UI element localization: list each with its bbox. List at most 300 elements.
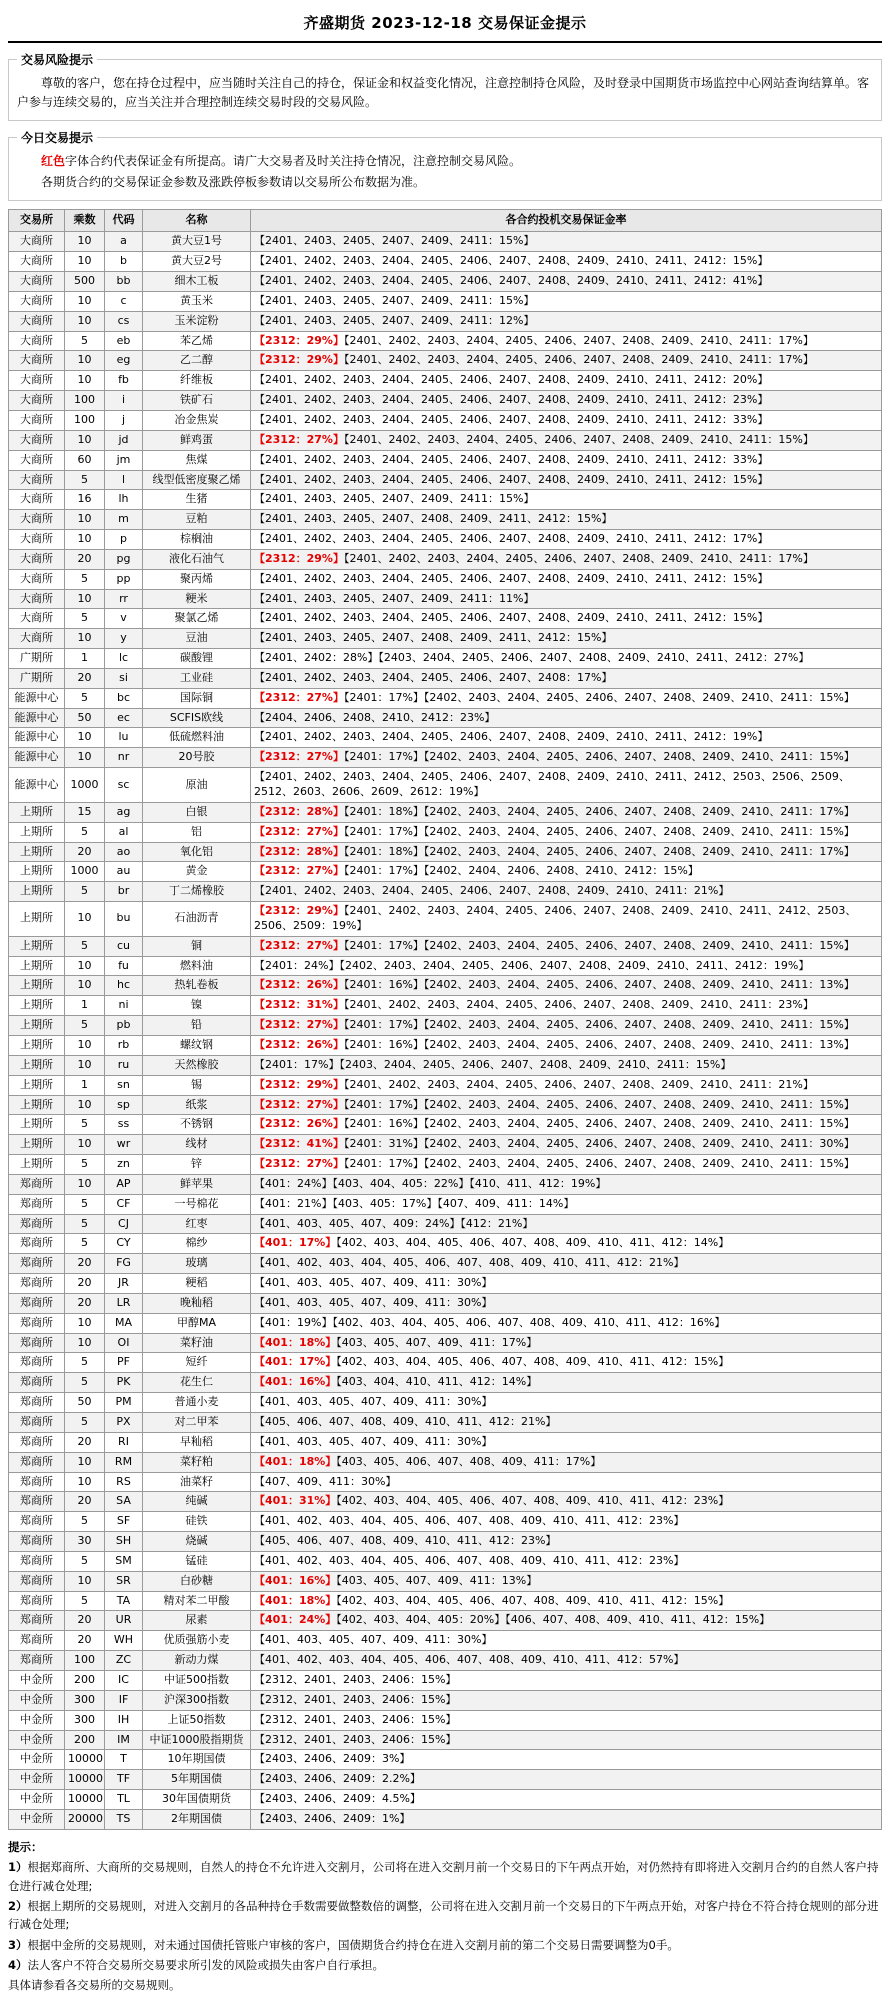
cell-name: 铅 <box>143 1016 251 1036</box>
cell-code: UR <box>105 1611 143 1631</box>
margin-rate-raised: 【2312：27%】 <box>254 824 344 838</box>
cell-code: al <box>105 822 143 842</box>
cell-exchange: 郑商所 <box>9 1234 65 1254</box>
cell-code: IF <box>105 1690 143 1710</box>
cell-code: hc <box>105 976 143 996</box>
cell-exchange: 大商所 <box>9 510 65 530</box>
margin-rate-normal: 【402、403、404、405、406、407、408、409、410、411、412：23%】 <box>336 1494 730 1508</box>
table-row <box>9 232 882 252</box>
cell-code: ss <box>105 1115 143 1135</box>
margin-rate-normal: 【2401：18%】【2402、2403、2404、2405、2406、2407、2408、2409、2410、2411：17%】 <box>343 804 855 818</box>
cell-exchange: 上期所 <box>9 882 65 902</box>
cell-name: 短纤 <box>143 1353 251 1373</box>
cell-code: jm <box>105 450 143 470</box>
cell-exchange: 上期所 <box>9 1115 65 1135</box>
cell-name: 白银 <box>143 802 251 822</box>
notes-heading: 提示： <box>8 1839 43 1854</box>
cell-code: nr <box>105 748 143 768</box>
cell-code: PF <box>105 1353 143 1373</box>
cell-multiplier: 20 <box>65 1492 105 1512</box>
cell-margin-rate: 【401、402、403、404、405、406、407、408、409、410、411、412：21%】 <box>251 1254 882 1274</box>
cell-name: 锌 <box>143 1155 251 1175</box>
cell-code: fu <box>105 956 143 976</box>
cell-name: 燃料油 <box>143 956 251 976</box>
cell-margin-rate: 【2401、2402、2403、2404、2405、2406、2407、2408、2409、2410、2411：21%】 <box>251 882 882 902</box>
cell-margin-rate: 【2401、2403、2405、2407、2409、2411：15%】 <box>251 232 882 252</box>
cell-exchange: 郑商所 <box>9 1373 65 1393</box>
margin-rate-raised: 【2312：27%】 <box>254 864 344 878</box>
cell-multiplier: 5 <box>65 1155 105 1175</box>
cell-exchange: 郑商所 <box>9 1353 65 1373</box>
cell-margin-rate: 【401、403、405、407、409、411：30%】 <box>251 1631 882 1651</box>
margin-rate-raised: 【2312：27%】 <box>254 750 344 764</box>
table-row <box>9 1750 882 1770</box>
cell-margin-rate: 【401：19%】【402、403、404、405、406、407、408、409、410、411、412：16%】 <box>251 1313 882 1333</box>
cell-name: 菜籽油 <box>143 1333 251 1353</box>
table-row <box>9 1194 882 1214</box>
cell-name: 豆油 <box>143 629 251 649</box>
cell-multiplier: 10 <box>65 1571 105 1591</box>
cell-exchange: 郑商所 <box>9 1571 65 1591</box>
cell-exchange: 广期所 <box>9 668 65 688</box>
margin-rate-raised: 【2312：29%】 <box>254 333 344 347</box>
margin-rate-normal: 【2401：16%】【2402、2403、2404、2405、2406、2407、2408、2409、2410、2411：15%】 <box>343 1117 855 1131</box>
cell-multiplier: 300 <box>65 1690 105 1710</box>
cell-multiplier: 5 <box>65 1016 105 1036</box>
table-row <box>9 490 882 510</box>
cell-multiplier: 1 <box>65 1075 105 1095</box>
cell-name: 鲜鸡蛋 <box>143 430 251 450</box>
cell-multiplier: 5 <box>65 1214 105 1234</box>
cell-name: 中证1000股指期货 <box>143 1730 251 1750</box>
cell-multiplier: 10 <box>65 232 105 252</box>
cell-name: 不锈钢 <box>143 1115 251 1135</box>
cell-code: c <box>105 291 143 311</box>
column-header-margin-rate: 各合约投机交易保证金率 <box>251 210 882 232</box>
cell-multiplier: 5 <box>65 1194 105 1214</box>
margin-rate-normal: 【2401：16%】【2402、2403、2404、2405、2406、2407、2408、2409、2410、2411：13%】 <box>343 1037 855 1051</box>
margin-rate-raised: 【2312：31%】 <box>254 998 344 1012</box>
table-row <box>9 1055 882 1075</box>
cell-multiplier: 1000 <box>65 862 105 882</box>
cell-margin-rate <box>251 902 882 937</box>
cell-multiplier: 10000 <box>65 1790 105 1810</box>
table-row <box>9 956 882 976</box>
cell-code: ni <box>105 996 143 1016</box>
today-notice-paragraph-1 <box>17 152 873 171</box>
cell-margin-rate <box>251 1571 882 1591</box>
margin-rate-normal: 【2401：17%】【2402、2403、2404、2405、2406、2407、2408、2409、2410、2411：15%】 <box>343 824 855 838</box>
table-row <box>9 291 882 311</box>
cell-name: 石油沥青 <box>143 902 251 937</box>
cell-code: lh <box>105 490 143 510</box>
cell-exchange: 郑商所 <box>9 1472 65 1492</box>
margin-rate-normal: 【402、403、404、405、406、407、408、409、410、411、412：15%】 <box>336 1593 730 1607</box>
table-row <box>9 1313 882 1333</box>
cell-code: TL <box>105 1790 143 1810</box>
cell-multiplier: 30 <box>65 1532 105 1552</box>
cell-code: RM <box>105 1452 143 1472</box>
cell-multiplier: 100 <box>65 391 105 411</box>
cell-margin-rate: 【401、403、405、407、409、411：30%】 <box>251 1274 882 1294</box>
cell-exchange: 大商所 <box>9 371 65 391</box>
table-header-row <box>9 210 882 232</box>
cell-exchange: 广期所 <box>9 649 65 669</box>
margin-rate-raised: 【2312：29%】 <box>254 1077 344 1091</box>
cell-name: 玉米淀粉 <box>143 311 251 331</box>
cell-multiplier: 20 <box>65 1254 105 1274</box>
cell-name: 冶金焦炭 <box>143 410 251 430</box>
title-divider <box>8 41 882 43</box>
cell-multiplier: 300 <box>65 1710 105 1730</box>
margin-rate-normal: 【403、405、407、409、411：13%】 <box>336 1573 538 1587</box>
note-text: 根据中金所的交易规则，对未通过国债托管账户审核的客户，国债期货合约持仓在进入交割月前的第二个交易日需要调整为0手。 <box>27 1937 679 1952</box>
cell-name: 甲醇MA <box>143 1313 251 1333</box>
cell-multiplier: 10 <box>65 510 105 530</box>
cell-exchange: 大商所 <box>9 569 65 589</box>
cell-margin-rate: 【2401、2403、2405、2407、2409、2411：15%】 <box>251 490 882 510</box>
risk-notice-paragraph: 尊敬的客户，您在持仓过程中，应当随时关注自己的持仓，保证金和权益变化情况，注意控制持仓风险，及时登录中国期货市场监控中心网站查询结算单。客户参与连续交易的，应当关注并合理控制连续交易时段的交易风险。 <box>17 76 870 109</box>
cell-multiplier: 10 <box>65 530 105 550</box>
cell-margin-rate: 【401、403、405、407、409、411：30%】 <box>251 1393 882 1413</box>
cell-code: zn <box>105 1155 143 1175</box>
cell-multiplier: 10 <box>65 956 105 976</box>
cell-margin-rate: 【2401、2402、2403、2404、2405、2406、2407、2408、2409、2410、2411、2412：15%】 <box>251 252 882 272</box>
cell-exchange: 上期所 <box>9 862 65 882</box>
cell-code: ec <box>105 708 143 728</box>
table-row <box>9 1472 882 1492</box>
cell-multiplier: 5 <box>65 688 105 708</box>
cell-exchange: 上期所 <box>9 842 65 862</box>
cell-code: si <box>105 668 143 688</box>
cell-multiplier: 16 <box>65 490 105 510</box>
cell-exchange: 郑商所 <box>9 1174 65 1194</box>
margin-rate-raised: 【2312：26%】 <box>254 1117 344 1131</box>
cell-margin-rate: 【2403、2406、2409：3%】 <box>251 1750 882 1770</box>
table-row <box>9 1254 882 1274</box>
cell-code: PK <box>105 1373 143 1393</box>
cell-name: 优质强筋小麦 <box>143 1631 251 1651</box>
table-row <box>9 1373 882 1393</box>
cell-multiplier: 20 <box>65 1611 105 1631</box>
cell-name: 生猪 <box>143 490 251 510</box>
cell-margin-rate: 【2401、2403、2405、2407、2409、2411：15%】 <box>251 291 882 311</box>
margin-rate-raised: 【401：17%】 <box>254 1236 337 1250</box>
cell-exchange: 上期所 <box>9 802 65 822</box>
cell-exchange: 上期所 <box>9 936 65 956</box>
cell-exchange: 能源中心 <box>9 768 65 803</box>
cell-exchange: 大商所 <box>9 530 65 550</box>
cell-multiplier: 10 <box>65 1095 105 1115</box>
cell-code: TA <box>105 1591 143 1611</box>
table-row <box>9 1432 882 1452</box>
cell-margin-rate: 【2401、2402：28%】【2403、2404、2405、2406、2407、2408、2409、2410、2411、2412：27%】 <box>251 649 882 669</box>
cell-multiplier: 10 <box>65 252 105 272</box>
cell-margin-rate: 【2401、2403、2405、2407、2409、2411：11%】 <box>251 589 882 609</box>
cell-multiplier: 20 <box>65 1274 105 1294</box>
table-row <box>9 1551 882 1571</box>
cell-name: 乙二醇 <box>143 351 251 371</box>
cell-exchange: 郑商所 <box>9 1194 65 1214</box>
margin-rate-normal: 【2401：31%】【2402、2403、2404、2405、2406、2407、2408、2409、2410、2411：30%】 <box>343 1137 855 1151</box>
column-header-exchange: 交易所 <box>9 210 65 232</box>
table-row <box>9 668 882 688</box>
cell-margin-rate <box>251 1095 882 1115</box>
cell-multiplier: 20 <box>65 549 105 569</box>
cell-name: 对二甲苯 <box>143 1413 251 1433</box>
cell-margin-rate <box>251 748 882 768</box>
cell-code: cs <box>105 311 143 331</box>
cell-margin-rate <box>251 688 882 708</box>
table-row <box>9 1155 882 1175</box>
page-title: 齐盛期货 2023-12-18 交易保证金提示 <box>303 14 587 32</box>
cell-multiplier: 10 <box>65 1333 105 1353</box>
cell-code: rb <box>105 1035 143 1055</box>
cell-name: 鲜苹果 <box>143 1174 251 1194</box>
cell-margin-rate: 【2401：17%】【2403、2404、2405、2406、2407、2408、2409、2410、2411：15%】 <box>251 1055 882 1075</box>
cell-multiplier: 50 <box>65 1393 105 1413</box>
cell-multiplier: 10 <box>65 589 105 609</box>
margin-rate-raised: 【2312：41%】 <box>254 1137 344 1151</box>
margin-rate-normal: 【402、403、404、405、406、407、408、409、410、411、412：14%】 <box>336 1236 730 1250</box>
margin-rate-raised: 【401：16%】 <box>254 1573 337 1587</box>
table-row <box>9 1631 882 1651</box>
cell-margin-rate <box>251 976 882 996</box>
table-row <box>9 842 882 862</box>
cell-exchange: 上期所 <box>9 902 65 937</box>
cell-exchange: 郑商所 <box>9 1551 65 1571</box>
cell-multiplier: 20 <box>65 668 105 688</box>
margin-rate-normal: 【2401：17%】【2402、2403、2404、2405、2406、2407、2408、2409、2410、2411：15%】 <box>343 1157 855 1171</box>
cell-exchange: 上期所 <box>9 976 65 996</box>
cell-exchange: 大商所 <box>9 629 65 649</box>
cell-exchange: 大商所 <box>9 450 65 470</box>
cell-code: a <box>105 232 143 252</box>
table-row <box>9 1234 882 1254</box>
cell-code: lu <box>105 728 143 748</box>
cell-exchange: 中金所 <box>9 1710 65 1730</box>
table-row <box>9 470 882 490</box>
cell-name: 低硫燃料油 <box>143 728 251 748</box>
cell-margin-rate: 【405、406、407、408、409、410、411、412：23%】 <box>251 1532 882 1552</box>
cell-exchange: 郑商所 <box>9 1413 65 1433</box>
table-row <box>9 1115 882 1135</box>
cell-margin-rate <box>251 351 882 371</box>
cell-code: SR <box>105 1571 143 1591</box>
cell-name: 豆粕 <box>143 510 251 530</box>
cell-exchange: 能源中心 <box>9 688 65 708</box>
margin-rate-normal: 【2401：18%】【2402、2403、2404、2405、2406、2407、2408、2409、2410、2411：17%】 <box>343 844 855 858</box>
cell-multiplier: 10 <box>65 1055 105 1075</box>
cell-margin-rate: 【2401、2403、2405、2407、2408、2409、2411、2412：15%】 <box>251 510 882 530</box>
cell-name: 红枣 <box>143 1214 251 1234</box>
cell-exchange: 大商所 <box>9 252 65 272</box>
cell-exchange: 中金所 <box>9 1750 65 1770</box>
cell-margin-rate <box>251 842 882 862</box>
margin-rate-normal: 【2401、2402、2403、2404、2405、2406、2407、2408、2409、2410、2411、2412、2503、2506、2509：19%】 <box>254 904 857 932</box>
cell-margin-rate <box>251 1373 882 1393</box>
cell-exchange: 郑商所 <box>9 1512 65 1532</box>
cell-name: 铜 <box>143 936 251 956</box>
table-row <box>9 1591 882 1611</box>
cell-code: ZC <box>105 1651 143 1671</box>
table-body <box>9 232 882 1829</box>
cell-margin-rate: 【2401、2403、2405、2407、2409、2411：12%】 <box>251 311 882 331</box>
cell-name: 油菜籽 <box>143 1472 251 1492</box>
cell-name: 沪深300指数 <box>143 1690 251 1710</box>
margin-rate-raised: 【2312：27%】 <box>254 1097 344 1111</box>
cell-name: 5年期国债 <box>143 1770 251 1790</box>
today-notice-section <box>8 129 882 201</box>
cell-multiplier: 10000 <box>65 1750 105 1770</box>
cell-code: RS <box>105 1472 143 1492</box>
cell-name: 国际铜 <box>143 688 251 708</box>
cell-name: 棕榈油 <box>143 530 251 550</box>
cell-multiplier: 10 <box>65 351 105 371</box>
cell-code: PM <box>105 1393 143 1413</box>
margin-rate-normal: 【2401：17%】【2402、2403、2404、2405、2406、2407、2408、2409、2410、2411：15%】 <box>343 1097 855 1111</box>
margin-rate-raised: 【2312：27%】 <box>254 690 344 704</box>
cell-exchange: 上期所 <box>9 1095 65 1115</box>
cell-multiplier: 1 <box>65 996 105 1016</box>
cell-exchange: 中金所 <box>9 1690 65 1710</box>
column-header-name: 名称 <box>143 210 251 232</box>
cell-multiplier: 10 <box>65 430 105 450</box>
margin-rate-raised: 【2312：27%】 <box>254 1018 344 1032</box>
cell-name: 螺纹钢 <box>143 1035 251 1055</box>
cell-code: sn <box>105 1075 143 1095</box>
cell-margin-rate: 【2312、2401、2403、2406：15%】 <box>251 1730 882 1750</box>
margin-rate-normal: 【2401、2402、2403、2404、2405、2406、2407、2408、2409、2410、2411：15%】 <box>343 432 814 446</box>
cell-exchange: 能源中心 <box>9 748 65 768</box>
cell-name: 液化石油气 <box>143 549 251 569</box>
cell-exchange: 上期所 <box>9 1016 65 1036</box>
margin-rate-raised: 【2312：28%】 <box>254 844 344 858</box>
cell-exchange: 上期所 <box>9 996 65 1016</box>
margin-rate-normal: 【2401：16%】【2402、2403、2404、2405、2406、2407、2408、2409、2410、2411：13%】 <box>343 978 855 992</box>
table-row <box>9 1670 882 1690</box>
table-row <box>9 1770 882 1790</box>
cell-name: 新动力煤 <box>143 1651 251 1671</box>
cell-multiplier: 60 <box>65 450 105 470</box>
margin-rate-raised: 【401：31%】 <box>254 1494 337 1508</box>
cell-name: 线型低密度聚乙烯 <box>143 470 251 490</box>
cell-name: 菜籽粕 <box>143 1452 251 1472</box>
cell-margin-rate <box>251 862 882 882</box>
table-row <box>9 1135 882 1155</box>
cell-margin-rate: 【401：24%】【403、404、405：22%】【410、411、412：19%】 <box>251 1174 882 1194</box>
table-row <box>9 510 882 530</box>
cell-margin-rate: 【2401、2402、2403、2404、2405、2406、2407、2408、2409、2410、2411、2412：15%】 <box>251 569 882 589</box>
cell-code: m <box>105 510 143 530</box>
table-row <box>9 252 882 272</box>
cell-margin-rate: 【2401：24%】【2402、2403、2404、2405、2406、2407、2408、2409、2410、2411、2412：19%】 <box>251 956 882 976</box>
cell-margin-rate: 【2403、2406、2409：2.2%】 <box>251 1770 882 1790</box>
margin-rate-table <box>8 209 882 1829</box>
cell-name: 烧碱 <box>143 1532 251 1552</box>
cell-multiplier: 1 <box>65 649 105 669</box>
margin-rate-normal: 【2401、2402、2403、2404、2405、2406、2407、2408、2409、2410、2411：21%】 <box>343 1077 814 1091</box>
table-row <box>9 609 882 629</box>
cell-name: 聚丙烯 <box>143 569 251 589</box>
table-row <box>9 589 882 609</box>
cell-multiplier: 200 <box>65 1730 105 1750</box>
table-row <box>9 1353 882 1373</box>
cell-code: CF <box>105 1194 143 1214</box>
cell-multiplier: 10 <box>65 1174 105 1194</box>
column-header-code: 代码 <box>105 210 143 232</box>
cell-name: 黄玉米 <box>143 291 251 311</box>
cell-name: 锰硅 <box>143 1551 251 1571</box>
note-text: 根据上期所的交易规则，对进入交割月的各品种持仓手数需要做整数倍的调整，公司将在进入交割月前一个交易日的下午两点开始，对客户持仓不符合持仓规则的部分进行减仓处理; <box>8 1898 879 1932</box>
table-row <box>9 649 882 669</box>
cell-multiplier: 5 <box>65 1373 105 1393</box>
cell-exchange: 郑商所 <box>9 1214 65 1234</box>
today-notice-legend: 今日交易提示 <box>21 131 94 146</box>
cell-code: FG <box>105 1254 143 1274</box>
cell-name: 棉纱 <box>143 1234 251 1254</box>
cell-margin-rate <box>251 1492 882 1512</box>
margin-rate-raised: 【2312：27%】 <box>254 1157 344 1171</box>
risk-notice-legend: 交易风险提示 <box>21 53 94 67</box>
cell-multiplier: 10 <box>65 629 105 649</box>
cell-exchange: 中金所 <box>9 1730 65 1750</box>
cell-multiplier: 10 <box>65 902 105 937</box>
margin-rate-normal: 【402、403、404、405、406、407、408、409、410、411、412：15%】 <box>336 1355 730 1369</box>
cell-name: 2年期国债 <box>143 1809 251 1829</box>
note-number: 2） <box>8 1898 28 1913</box>
table-row <box>9 331 882 351</box>
cell-multiplier: 5 <box>65 882 105 902</box>
table-row <box>9 768 882 803</box>
cell-code: b <box>105 252 143 272</box>
cell-multiplier: 20 <box>65 1432 105 1452</box>
cell-code: i <box>105 391 143 411</box>
note-number: 4） <box>8 1958 28 1973</box>
cell-name: 30年国债期货 <box>143 1790 251 1810</box>
cell-multiplier: 10 <box>65 748 105 768</box>
table-row <box>9 371 882 391</box>
table-row <box>9 1532 882 1552</box>
cell-exchange: 郑商所 <box>9 1274 65 1294</box>
today-notice-paragraph-1-rest: 字体合约代表保证金有所提高。请广大交易者及时关注持仓情况，注意控制交易风险。 <box>65 154 522 169</box>
cell-margin-rate: 【2401、2403、2405、2407、2408、2409、2411、2412：15%】 <box>251 629 882 649</box>
cell-margin-rate: 【2312、2401、2403、2406：15%】 <box>251 1690 882 1710</box>
table-row <box>9 1651 882 1671</box>
cell-exchange: 大商所 <box>9 351 65 371</box>
table-row <box>9 1492 882 1512</box>
margin-rate-raised: 【2312：29%】 <box>254 353 344 367</box>
margin-rate-raised: 【2312：27%】 <box>254 938 344 952</box>
cell-margin-rate: 【401、402、403、404、405、406、407、408、409、410、411、412：57%】 <box>251 1651 882 1671</box>
table-row <box>9 1075 882 1095</box>
cell-multiplier: 5 <box>65 1551 105 1571</box>
cell-multiplier: 200 <box>65 1670 105 1690</box>
cell-code: TF <box>105 1770 143 1790</box>
cell-margin-rate <box>251 549 882 569</box>
cell-multiplier: 5 <box>65 822 105 842</box>
note-item <box>8 1858 882 1895</box>
margin-rate-normal: 【2401、2402、2403、2404、2405、2406、2407、2408、2409、2410、2411：17%】 <box>343 333 814 347</box>
table-row <box>9 1393 882 1413</box>
cell-margin-rate <box>251 936 882 956</box>
cell-margin-rate: 【2403、2406、2409：1%】 <box>251 1809 882 1829</box>
cell-exchange: 大商所 <box>9 291 65 311</box>
note-number: 1） <box>8 1860 28 1875</box>
notes-footer: 具体请参看各交易所的交易规则。 <box>8 1978 181 1993</box>
cell-name: 纯碱 <box>143 1492 251 1512</box>
cell-margin-rate: 【401、403、405、407、409：24%】【412：21%】 <box>251 1214 882 1234</box>
